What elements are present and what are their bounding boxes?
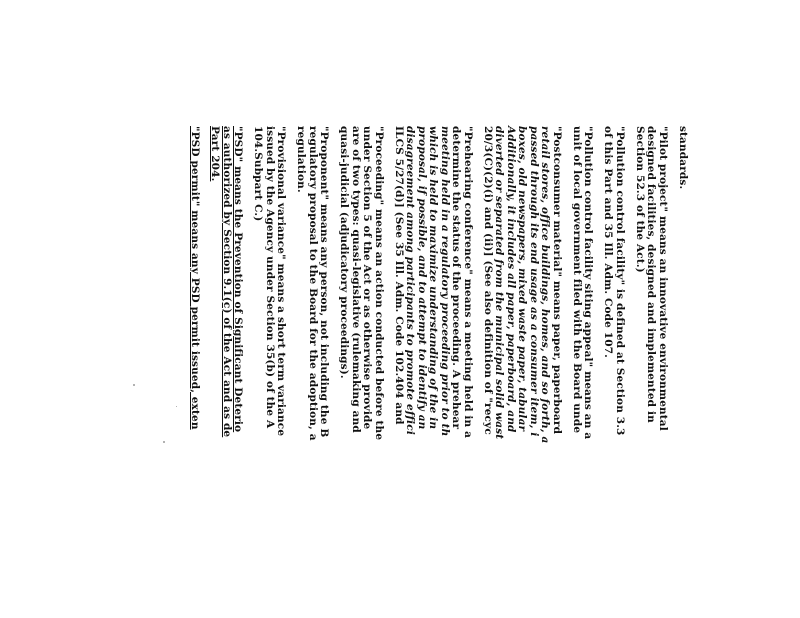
paragraph-psd bbox=[209, 126, 244, 618]
text-line: retail stores, office buildings, homes, and so forth, a bbox=[539, 126, 552, 444]
text-line: which is held to maximize understanding of the in bbox=[427, 126, 440, 430]
text-line: proposal, if possible, and to attempt to identify an bbox=[416, 126, 428, 430]
text-line: issued by the Agency under Section 35(b) of the A bbox=[264, 126, 276, 429]
text-line: "Pollution control facility" is defined at Section 3.3 bbox=[614, 126, 626, 436]
text-line: of this Part and 35 Ill. Adm. Code 107. bbox=[602, 126, 615, 358]
definitions-text bbox=[189, 126, 688, 618]
paragraph-provisional-variance bbox=[252, 126, 287, 618]
text-line: ILCS 5/27(d)] (See 35 Ill. Adm. Code 102.404 and bbox=[393, 126, 405, 425]
paragraph-pilot-project bbox=[634, 126, 669, 618]
text-line: "Proponent" means any person, not including the B bbox=[318, 126, 331, 438]
paragraph-pollution-control-facility bbox=[602, 126, 625, 618]
paragraph-standards bbox=[677, 126, 689, 618]
paragraph-prehearing-conference bbox=[393, 126, 474, 618]
text-line: "Postconsumer material" means paper, paperboard bbox=[551, 126, 563, 435]
text-line: "Pollution control facility siting appeal" means an a bbox=[582, 126, 595, 440]
text-line: as authorized by Section 9.1(c) of the Act and as de bbox=[221, 126, 233, 438]
text-line: "Proceeding" means an action conducted before the bbox=[373, 126, 385, 441]
text-line: boxes, old newspapers, mixed waste paper, tabular bbox=[516, 126, 529, 432]
text-line: "Prehearing conference" means a meeting held in a bbox=[462, 126, 474, 439]
text-line: regulatory proposal to the Board for the adoption, a bbox=[307, 126, 319, 441]
paragraph-psd-permit bbox=[189, 126, 201, 618]
text-line: 20/3(C)(2)(i) and (ii)] (See also definition of "recyc bbox=[482, 126, 494, 435]
text-line: meeting held in a regulatory proceeding prior to th bbox=[439, 126, 451, 437]
text-line: unit of local government filed with the Board unde bbox=[571, 126, 583, 434]
text-line: passed through its end usage as a consumer item, i bbox=[528, 126, 540, 437]
text-line: Section 52.3 of the Act.) bbox=[634, 126, 646, 273]
paragraph-postconsumer-material bbox=[482, 126, 563, 618]
rotated-text-block bbox=[188, 126, 688, 618]
text-line: determine the status of the proceeding. A prehear bbox=[450, 126, 463, 430]
text-line: 104.Subpart C.) bbox=[252, 126, 265, 222]
paragraph-proceeding bbox=[338, 126, 384, 618]
text-line: are of two types: quasi-legislative (rulemaking and bbox=[350, 126, 362, 433]
text-line: Additionally, it includes all paper, paperboard, and bbox=[505, 126, 517, 433]
text-line: standards. bbox=[677, 126, 689, 190]
text-line: "Provisional variance" means a short term variance bbox=[275, 126, 288, 437]
paragraph-proponent bbox=[295, 126, 330, 618]
text-line: under Section 5 of the Act or as otherwise provide bbox=[361, 126, 374, 430]
scan-speck bbox=[133, 384, 135, 386]
text-line: quasi-judicial (adjudicatory proceedings). bbox=[338, 126, 351, 379]
scan-speck bbox=[176, 406, 177, 407]
scan-speck bbox=[163, 441, 165, 443]
text-line: diverted or separated from the municipal solid wast bbox=[493, 126, 506, 440]
text-line: "PSD" means the Prevention of Significant Deterio bbox=[232, 126, 245, 433]
text-line: disagreement among participants to promote effici bbox=[404, 126, 417, 435]
text-line: Part 204. bbox=[209, 126, 222, 182]
paragraph-siting-appeal bbox=[571, 126, 594, 618]
text-line: "PSD permit" means any PSD permit issued, exten bbox=[189, 126, 202, 430]
text-line: regulation. bbox=[295, 126, 308, 193]
text-line: designed facilities, designed and implemented in bbox=[645, 126, 658, 423]
text-line: "Pilot project" means an innovative environmental bbox=[657, 126, 669, 431]
